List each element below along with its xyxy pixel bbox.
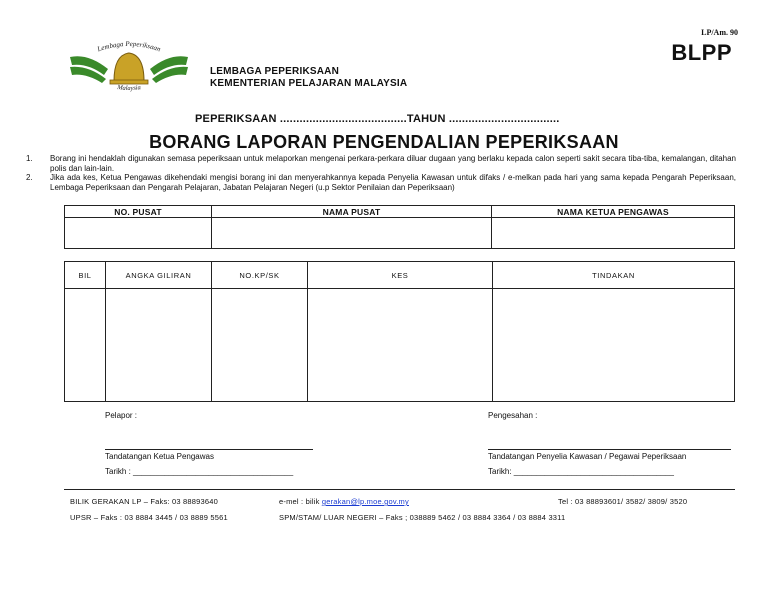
footer-email <box>279 497 409 506</box>
instruction-item <box>26 173 736 192</box>
pelapor-date: Tarikh : ____________________________________ <box>105 467 294 476</box>
no-kp-sk-cell[interactable] <box>212 289 308 402</box>
header-nama-pusat: NAMA PUSAT <box>212 206 492 218</box>
brand-title: BLPP <box>671 40 732 65</box>
footer-tel: Tel : 03 88893601/ 3582/ 3809/ 3520 <box>558 497 688 506</box>
header-angka-giliran: ANGKA GILIRAN <box>106 262 212 289</box>
table-header-row <box>65 262 735 289</box>
organization-name <box>210 66 407 90</box>
footer-email-link[interactable]: gerakan@lp.moe.gov.my <box>321 497 409 506</box>
instruction-item <box>26 154 736 173</box>
header-nama-ketua-pengawas: NAMA KETUA PENGAWAS <box>492 206 735 218</box>
svg-text:Malaysia <box>116 84 142 92</box>
form-title: BORANG LAPORAN PENGENDALIAN PEPERIKSAAN <box>149 132 619 152</box>
lp-logo-graphic <box>68 35 190 95</box>
header-bil: BIL <box>65 262 106 289</box>
logo-top-text: Lembaga Peperiksaan <box>96 39 162 54</box>
table-header-row <box>65 206 735 218</box>
instruction-number: 2. <box>26 173 33 182</box>
table-row <box>65 218 735 249</box>
pengesahan-label: Pengesahan : <box>488 411 538 420</box>
logo-bottom-text: Malaysia <box>116 84 142 92</box>
nama-ketua-pengawas-cell[interactable] <box>492 218 735 249</box>
org-line-2: KEMENTERIAN PELAJARAN MALAYSIA <box>210 78 408 89</box>
header-tindakan: TINDAKAN <box>493 262 735 289</box>
kes-cell[interactable] <box>308 289 493 402</box>
pelapor-signature-line[interactable] <box>105 449 313 450</box>
nama-pusat-cell[interactable] <box>212 218 492 249</box>
pengesahan-date: Tarikh: ____________________________________ <box>488 467 674 476</box>
form-code: LP/Am. 90 <box>701 28 738 37</box>
pelapor-label: Pelapor : <box>105 411 138 420</box>
instruction-text: Jika ada kes, Ketua Pengawas dikehendaki mengisi borang ini dan menyerahkannya kepada Penyelia Kawasan untuk difaks / e-melkan pada hari yang sama kepada Pengarah Peperiksaan, Lembaga Peperiksaan dan Pengarah Pelajaran, Jabatan Pelajaran Negeri (u.p Sektor Penilaian dan Peperiksaan) <box>50 173 736 192</box>
footer-divider <box>64 489 735 490</box>
footer-bilik-gerakan: BILIK GERAKAN LP – Faks: 03 88893640 <box>70 497 218 506</box>
pengesahan-caption: Tandatangan Penyelia Kawasan / Pegawai Peperiksaan <box>488 452 687 461</box>
tindakan-cell[interactable] <box>493 289 735 402</box>
instructions <box>26 154 736 192</box>
footer-upsr: UPSR – Faks : 03 8884 3445 / 03 8889 5561 <box>70 513 228 522</box>
header-kes: KES <box>308 262 493 289</box>
pengesahan-signature-line[interactable] <box>488 449 731 450</box>
lp-logo <box>68 35 190 95</box>
footer-email-label: e-mel : bilik <box>279 497 320 506</box>
header-no-pusat: NO. PUSAT <box>65 206 212 218</box>
pelapor-caption: Tandatangan Ketua Pengawas <box>105 452 214 461</box>
angka-giliran-cell[interactable] <box>106 289 212 402</box>
instruction-number: 1. <box>26 154 33 163</box>
exam-year-line: PEPERIKSAAN .......................................TAHUN .................................. <box>195 113 560 125</box>
footer-spm: SPM/STAM/ LUAR NEGERI – Faks ; 038889 5462 / 03 8884 3364 / 03 8884 3311 <box>279 513 566 522</box>
instruction-text: Borang ini hendaklah digunakan semasa peperiksaan untuk melaporkan mengenai perkara-perkara diluar dugaan yang berlaku kepada calon seperti sakit secara tiba-tiba, kemalangan, ditahan polis dan lain-lain. <box>50 154 736 173</box>
svg-text:Lembaga Peperiksaan <box>95 40 162 54</box>
center-info-table <box>64 205 735 249</box>
case-table <box>64 261 735 402</box>
bil-cell[interactable] <box>65 289 106 402</box>
org-line-1: LEMBAGA PEPERIKSAAN <box>210 66 339 77</box>
no-pusat-cell[interactable] <box>65 218 212 249</box>
table-row <box>65 289 735 402</box>
header-no-kp-sk: NO.KP/SK <box>212 262 308 289</box>
